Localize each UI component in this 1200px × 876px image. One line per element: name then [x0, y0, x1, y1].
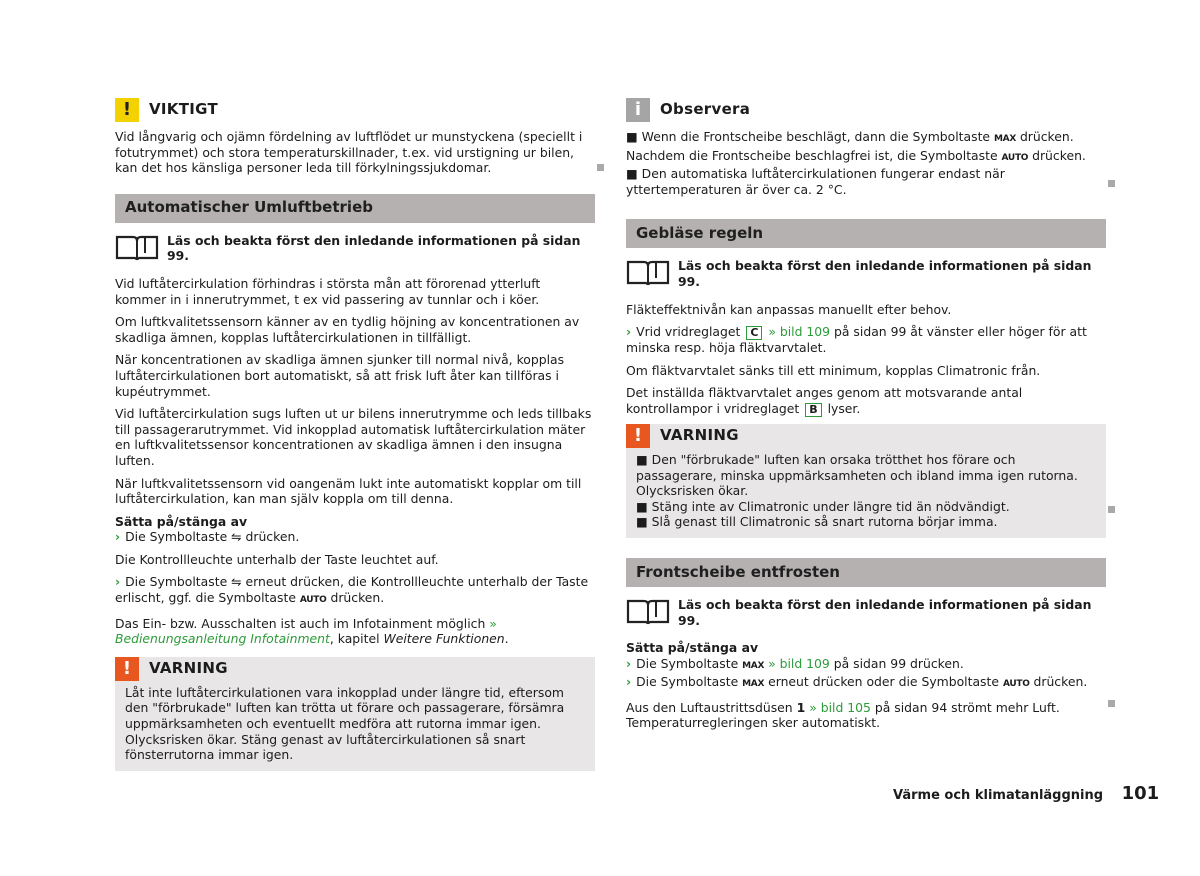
warning-text: Låt inte luftåtercirkulationen vara inkopplad under längre tid, eftersom den "förbrukade" luften kan trötta ut förare och passagerare, försämra uppmärksamheten och eventuellt medföra att rutorna immar igen. Olycksrisken ökar. Stäng genast av luftåtercirkulationen så snart fönsterrutorna immar igen.	[125, 684, 565, 763]
warning-header	[115, 657, 585, 681]
section-title: Frontscheibe entfrosten	[626, 558, 1106, 587]
chevron-right-icon: ›	[626, 674, 632, 690]
warning-box	[115, 657, 595, 771]
observera-header	[626, 98, 1106, 122]
warning-title: VARNING	[149, 659, 228, 678]
warning-item: ■ Den "förbrukade" luften kan orsaka trötthet hos förare och passagerare, minska uppmärksamheten och ibland imma igen rutorna. Olycksrisken ökar.	[636, 451, 1078, 499]
recirculation-icon: ⇋	[231, 574, 242, 590]
step: › Die Symboltaste MAX erneut drücken oder die Symboltaste AUTO drücken.	[626, 674, 1088, 690]
page-footer	[893, 783, 1160, 804]
bullet: ■	[626, 166, 638, 182]
bullet: ■	[626, 129, 638, 144]
paragraph: Fläkteffektnivån kan anpassas manuellt efter behov.	[626, 301, 952, 317]
paragraph: Die Kontrollleuchte unterhalb der Taste leuchtet auf.	[115, 551, 439, 567]
exclamation-icon: !	[115, 657, 139, 681]
read-first-text: Läs och beakta först den inledande informationen på sidan 99.	[167, 232, 581, 264]
read-first-note	[626, 597, 1106, 628]
end-marker	[1108, 700, 1115, 707]
paragraph: Vid luftåtercirkulation sugs luften ut ur bilens innerutrymme och leds tillbaks till passagerarutrymmet. Vid inkopplad automatisk luftåtercirkulation mäter en luftkvalitetssensor koncentrationen av skadliga ämnen i den insugna luften.	[115, 406, 592, 468]
auto-symbol: AUTO	[1002, 679, 1030, 690]
viktigt-title: VIKTIGT	[149, 100, 219, 119]
exclamation-icon: !	[626, 424, 650, 448]
warning-header	[626, 424, 1096, 448]
book-icon	[115, 233, 159, 261]
max-defrost-symbol: MAX	[742, 679, 765, 690]
read-first-note	[115, 233, 595, 264]
end-marker	[1108, 506, 1115, 513]
bullet: ■	[636, 514, 648, 530]
exclamation-icon: !	[115, 98, 139, 122]
warning-item: ■ Slå genast till Climatronic så snart rutorna börjar imma.	[636, 514, 998, 530]
page-number: 101	[1121, 783, 1160, 804]
section-title: Gebläse regeln	[626, 219, 1106, 248]
auto-symbol: AUTO	[1001, 152, 1029, 163]
manual-link[interactable]: » Bedienungsanleitung Infotainment	[115, 615, 497, 647]
step: › Die Symboltaste ⇋ erneut drücken, die Kontrollleuchte unterhalb der Taste erlischt, ggf. die Symboltaste AUTO drücken.	[115, 574, 589, 606]
paragraph: Das Ein- bzw. Ausschalten ist auch im Infotainment möglich » Bedienungsanleitung Infotainment, kapitel Weitere Funktionen.	[115, 615, 509, 647]
warning-item: ■ Stäng inte av Climatronic under längre tid än nödvändigt.	[636, 498, 1010, 514]
paragraph: När koncentrationen av skadliga ämnen sjunker till normal nivå, kopplas luftåtercirkulationen bort automatiskt, så att frisk luft åter kan tillföras i kupéutrymmet.	[115, 352, 565, 399]
section-title: Automatischer Umluftbetrieb	[115, 194, 595, 223]
step: › Vrid vridreglaget C » bild 109 på sidan 99 åt vänster eller höger för att minska resp. höja fläktvarvtalet.	[626, 324, 1087, 356]
note-item: ■ Wenn die Frontscheibe beschlägt, dann die Symboltaste MAX drücken. Nachdem die Frontscheibe beschlagfrei ist, die Symboltaste AUTO drücken.	[626, 129, 1086, 163]
chevron-right-icon: ›	[115, 529, 121, 545]
key-label: C	[746, 326, 762, 340]
paragraph: Om luftkvalitetssensorn känner av en tydlig höjning av koncentrationen av skadliga ämnen, kopplas luftåtercirkulationen in tillfälligt.	[115, 314, 580, 345]
key-label: B	[805, 403, 821, 417]
step: › Die Symboltaste MAX » bild 109 på sidan 99 drücken.	[626, 655, 964, 671]
max-defrost-symbol: MAX	[742, 660, 765, 671]
paragraph: Vid luftåtercirkulation förhindras i största mån att förorenad ytterluft kommer in i innerutrymmet, t ex vid passering av tunnlar och i köer.	[115, 275, 541, 307]
bullet: ■	[636, 498, 648, 514]
recirculation-icon: ⇋	[231, 529, 242, 545]
bullet: ■	[636, 451, 648, 467]
paragraph: Aus den Luftaustrittsdüsen 1 » bild 105 på sidan 94 strömt mehr Luft. Temperaturregleringen sker automatiskt.	[626, 699, 1060, 731]
subheading: Sätta på/stänga av	[115, 513, 248, 529]
book-icon	[626, 597, 670, 625]
read-first-text: Läs och beakta först den inledande informationen på sidan 99.	[678, 596, 1092, 628]
subheading: Sätta på/stänga av	[626, 640, 759, 656]
figure-link[interactable]: » bild 105	[809, 699, 871, 715]
viktigt-header	[115, 98, 595, 122]
read-first-note	[626, 258, 1106, 289]
chevron-right-icon: ›	[115, 574, 121, 590]
step: › Die Symboltaste ⇋ drücken.	[115, 529, 300, 545]
end-marker	[597, 164, 604, 171]
paragraph: Om fläktvarvtalet sänks till ett minimum, kopplas Climatronic från.	[626, 362, 1041, 378]
figure-link[interactable]: » bild 109	[768, 655, 830, 671]
auto-symbol: AUTO	[299, 595, 327, 606]
warning-box	[626, 424, 1106, 538]
observera-title: Observera	[660, 100, 751, 119]
viktigt-text: Vid långvarig och ojämn fördelning av luftflödet ur munstyckena (speciellt i fotutrymmet) och stora temperaturskillnader, t.ex. vid urstigning ur bilen, kan det hos känsliga personer leda till förkylningssjukdomar.	[115, 129, 583, 176]
chevron-right-icon: ›	[626, 324, 632, 340]
read-first-text: Läs och beakta först den inledande informationen på sidan 99.	[678, 258, 1092, 289]
note-item: ■ Den automatiska luftåtercirkulationen fungerar endast när yttertemperaturen är över ca. 2 °C.	[626, 166, 1005, 197]
right-column	[626, 98, 1106, 738]
chevron-right-icon: ›	[626, 655, 632, 671]
left-column	[115, 98, 595, 783]
paragraph: Det inställda fläktvarvtalet anges genom att motsvarande antal kontrollampor i vridreglaget B lyser.	[626, 385, 1023, 416]
figure-link[interactable]: » bild 109	[768, 324, 831, 340]
paragraph: När luftkvalitetssensorn vid oangenäm lukt inte automatiskt kopplar om till luftåtercirkulation, kan man själv koppla om till denna.	[115, 475, 582, 507]
end-marker	[1108, 180, 1115, 187]
info-icon: i	[626, 98, 650, 122]
book-icon	[626, 258, 670, 286]
chapter-title: Värme och klimatanläggning	[893, 788, 1104, 803]
warning-title: VARNING	[660, 426, 739, 445]
max-defrost-symbol: MAX	[994, 134, 1016, 144]
